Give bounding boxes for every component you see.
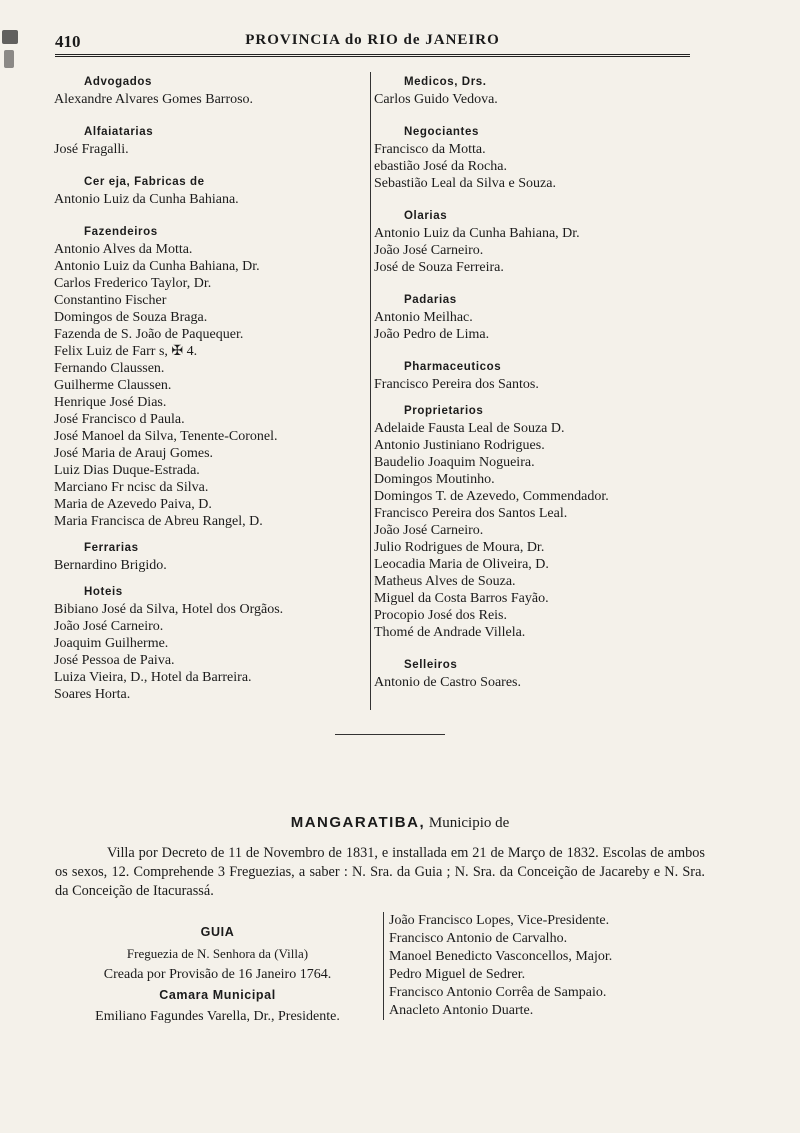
directory-entry: Fazenda de S. João de Paquequer. xyxy=(54,327,244,342)
camara-member: Francisco Antonio de Carvalho. xyxy=(389,931,568,946)
directory-entry: Miguel da Costa Barros Fayão. xyxy=(374,591,549,606)
right-column xyxy=(374,74,704,691)
directory-entry: José Manoel da Silva, Tenente-Coronel. xyxy=(54,429,278,444)
directory-entry: Bibiano José da Silva, Hotel dos Orgãos. xyxy=(54,602,284,617)
running-title: PROVINCIA do RIO de JANEIRO xyxy=(245,32,500,48)
directory-section xyxy=(374,208,704,276)
directory-entry: Antonio Luiz da Cunha Bahiana, Dr. xyxy=(54,259,260,274)
directory-section xyxy=(54,540,372,574)
directory-entry: Felix Luiz de Farr s, ✠ 4. xyxy=(54,344,198,359)
directory-section xyxy=(374,292,704,343)
directory-entry: Soares Horta. xyxy=(54,687,131,702)
directory-entry: Maria Francisca de Abreu Rangel, D. xyxy=(54,514,263,529)
directory-entry: Carlos Guido Vedova. xyxy=(374,92,498,107)
municipality-suffix: Municipio de xyxy=(428,815,510,831)
directory-section xyxy=(374,124,704,192)
directory-section xyxy=(54,74,372,108)
municipality-description-text: Villa por Decreto de 11 de Novembro de 1831, e installada em 21 de Março de 1832. Escolas de ambos os sexos, 12. Comprehende 3 Freguezias, a saber : N. Sra. da Guia ; N. Sra. da Conceição de Jacareby e N. Sra. da Conceição de Itacurassá. xyxy=(55,845,705,899)
section-heading: Alfaiatarias xyxy=(84,126,154,138)
camara-members xyxy=(389,912,709,1020)
camara-member: Pedro Miguel de Sedrer. xyxy=(389,967,526,982)
section-heading: Padarias xyxy=(404,294,457,306)
directory-entry: Luiza Vieira, D., Hotel da Barreira. xyxy=(54,670,252,685)
directory-entry: Francisco Pereira dos Santos. xyxy=(374,377,539,392)
ink-smudge xyxy=(2,30,18,44)
camara-member: Manoel Benedicto Vasconcellos, Major. xyxy=(389,949,613,964)
column-divider xyxy=(370,72,371,710)
directory-entry: José Francisco d Paula. xyxy=(54,412,185,427)
directory-entry: Julio Rodrigues de Moura, Dr. xyxy=(374,540,545,555)
directory-entry: Francisco da Motta. xyxy=(374,142,486,157)
directory-entry: Carlos Frederico Taylor, Dr. xyxy=(54,276,212,291)
directory-section xyxy=(54,124,372,158)
directory-entry: João José Carneiro. xyxy=(54,619,164,634)
directory-entry: Marciano Fr ncisc da Silva. xyxy=(54,480,209,495)
directory-entry: José Maria de Arauj Gomes. xyxy=(54,446,214,461)
directory-section xyxy=(374,74,704,108)
camara-member: Anacleto Antonio Duarte. xyxy=(389,1003,534,1018)
section-separator xyxy=(335,734,445,735)
directory-entry: João José Carneiro. xyxy=(374,243,484,258)
directory-entry: Domingos Moutinho. xyxy=(374,472,495,487)
directory-entry: Guilherme Claussen. xyxy=(54,378,172,393)
directory-entry: Henrique José Dias. xyxy=(54,395,167,410)
directory-entry: José Pessoa de Paiva. xyxy=(54,653,175,668)
directory-entry: Baudelio Joaquim Nogueira. xyxy=(374,455,535,470)
section-heading: Advogados xyxy=(84,76,153,88)
section-heading: Negociantes xyxy=(404,126,479,138)
directory-entry: Adelaide Fausta Leal de Souza D. xyxy=(374,421,565,436)
municipality-title xyxy=(0,814,800,832)
camara-member: João Francisco Lopes, Vice-Presidente. xyxy=(389,913,610,928)
directory-entry: José de Souza Ferreira. xyxy=(374,260,504,275)
directory-entry: Antonio de Castro Soares. xyxy=(374,675,521,690)
directory-entry: Antonio Alves da Motta. xyxy=(54,242,193,257)
section-heading: Hoteis xyxy=(84,586,123,598)
guia-freguezia: Freguezia de N. Senhora da (Villa) xyxy=(126,946,309,961)
directory-entry: Constantino Fischer xyxy=(54,293,167,308)
guia-block xyxy=(55,922,380,1027)
directory-entry: João Pedro de Lima. xyxy=(374,327,490,342)
directory-entry: Domingos T. de Azevedo, Commendador. xyxy=(374,489,609,504)
municipality-name: MANGARATIBA, xyxy=(290,814,426,831)
directory-entry: Fernando Claussen. xyxy=(54,361,165,376)
guia-column-divider xyxy=(383,912,384,1020)
page-header xyxy=(55,30,690,54)
directory-entry: ebastião José da Rocha. xyxy=(374,159,507,174)
section-heading: Olarias xyxy=(404,210,448,222)
header-rule xyxy=(55,54,690,57)
directory-entry: Domingos de Souza Braga. xyxy=(54,310,208,325)
ink-smudge xyxy=(4,50,14,68)
camara-heading: Camara Municipal xyxy=(159,988,276,1002)
municipality-description xyxy=(55,844,705,901)
directory-entry: Francisco Pereira dos Santos Leal. xyxy=(374,506,568,521)
directory-entry: Maria de Azevedo Paiva, D. xyxy=(54,497,212,512)
directory-section xyxy=(374,359,704,393)
directory-entry: Leocadia Maria de Oliveira, D. xyxy=(374,557,549,572)
section-heading: Ferrarias xyxy=(84,542,139,554)
section-heading: Pharmaceuticos xyxy=(404,361,502,373)
directory-entry: Thomé de Andrade Villela. xyxy=(374,625,526,640)
directory-entry: Luiz Dias Duque-Estrada. xyxy=(54,463,200,478)
directory-entry: Antonio Meilhac. xyxy=(374,310,473,325)
directory-section xyxy=(374,657,704,691)
directory-section xyxy=(54,174,372,208)
directory-entry: Antonio Justiniano Rodrigues. xyxy=(374,438,545,453)
directory-entry: Procopio José dos Reis. xyxy=(374,608,507,623)
directory-entry: Joaquim Guilherme. xyxy=(54,636,169,651)
directory-entry: Sebastião Leal da Silva e Souza. xyxy=(374,176,556,191)
guia-heading: GUIA xyxy=(200,925,235,939)
directory-section xyxy=(54,224,372,530)
directory-entry: Antonio Luiz da Cunha Bahiana, Dr. xyxy=(374,226,580,241)
left-column xyxy=(54,74,372,703)
section-heading: Cer eja, Fabricas de xyxy=(84,176,205,188)
directory-entry: Bernardino Brigido. xyxy=(54,558,167,573)
directory-section xyxy=(54,584,372,703)
directory-entry: João José Carneiro. xyxy=(374,523,484,538)
section-heading: Fazendeiros xyxy=(84,226,158,238)
directory-entry: Alexandre Alvares Gomes Barroso. xyxy=(54,92,254,107)
page-number: 410 xyxy=(55,32,81,51)
guia-creada: Creada por Provisão de 16 Janeiro 1764. xyxy=(103,967,332,982)
directory-entry: Matheus Alves de Souza. xyxy=(374,574,516,589)
section-heading: Medicos, Drs. xyxy=(404,76,487,88)
camara-president: Emiliano Fagundes Varella, Dr., Presidente. xyxy=(95,1009,340,1024)
section-heading: Proprietarios xyxy=(404,405,484,417)
camara-member: Francisco Antonio Corrêa de Sampaio. xyxy=(389,985,607,1000)
section-heading: Selleiros xyxy=(404,659,458,671)
directory-entry: Antonio Luiz da Cunha Bahiana. xyxy=(54,192,239,207)
directory-section xyxy=(374,403,704,641)
directory-entry: José Fragalli. xyxy=(54,142,129,157)
